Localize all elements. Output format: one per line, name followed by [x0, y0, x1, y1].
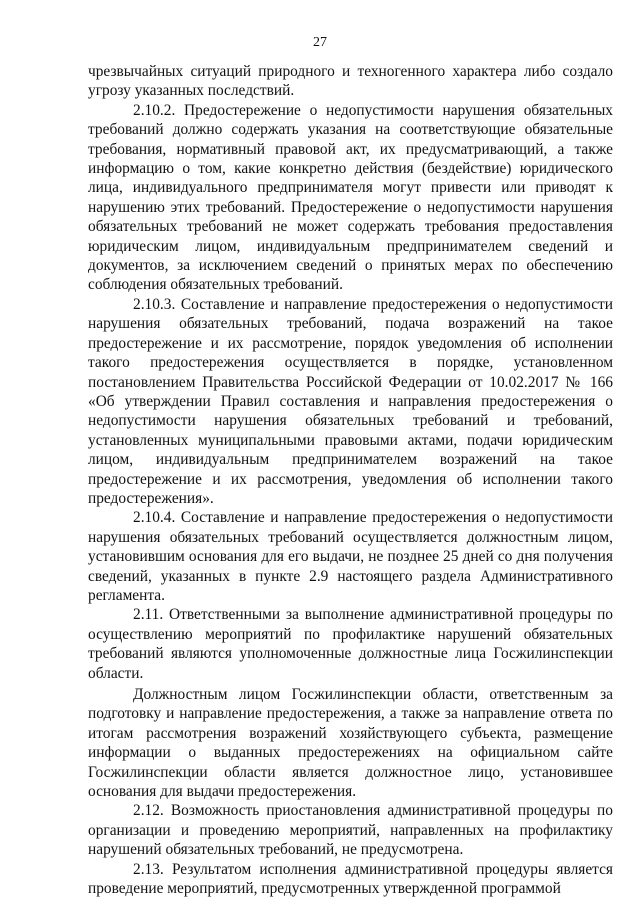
paragraph-responsible-official: Должностным лицом Госжилинспекции области, ответственным за подготовку и направление предостережения, а также за направление ответа по итогам рассмотрения возражений хозяйствующего субъекта, размещение информации о выданных предостережениях на официальном сайте Госжилинспекции области является должностное лицо, установившее основания для выдачи предостережения. [88, 686, 613, 801]
paragraph-2-11: 2.11. Ответственными за выполнение административной процедуры по осуществлению мероприятий по профилактике нарушений обязательных требований являются уполномоченные должностные лица Госжилинспекции области. [88, 606, 613, 682]
paragraph-2-10-4: 2.10.4. Составление и направление предостережения о недопустимости нарушения обязательных требований осуществляется должностным лицом, установившим основания для его выдачи, не позднее 25 дней со дня получения сведений, указанных в пункте 2.9 настоящего раздела Административного регламента. [88, 509, 613, 604]
document-body [88, 62, 613, 898]
paragraph-2-10-2: 2.10.2. Предостережение о недопустимости нарушения обязательных требований должно содержать указания на соответствующие обязательные требования, нормативный правовой акт, их предусматривающий, а также информацию о том, какие конкретно действия (бездействие) юридического лица, индивидуального предпринимателя могут привести или приводят к нарушению этих требований. Предостережение о недопустимости нарушения обязательных требований не может содержать требования предоставления юридическим лицом, индивидуальным предпринимателем сведений и документов, за исключением сведений о принятых мерах по обеспечению соблюдения обязательных требований. [88, 101, 613, 294]
page-number: 27 [313, 35, 327, 50]
paragraph-2-12: 2.12. Возможность приостановления административной процедуры по организации и проведению мероприятий, направленных на профилактику нарушений обязательных требований, не предусмотрена. [88, 802, 613, 859]
paragraph-2-13: 2.13. Результатом исполнения административной процедуры является проведение мероприятий, предусмотренных утвержденной программой [88, 860, 613, 898]
paragraph-continuation: чрезвычайных ситуаций природного и техногенного характера либо создало угрозу указанных последствий. [88, 63, 613, 100]
paragraph-2-10-3: 2.10.3. Составление и направление предостережения о недопустимости нарушения обязательных требований, подача возражений на такое предостережение и их рассмотрение, порядок уведомления об исполнении такого предостережения осуществляется в порядке, установленном постановлением Правительства Российской Федерации от 10.02.2017 № 166 «Об утверждении Правил составления и направления предостережения о недопустимости нарушения обязательных требований и требований, установленных муниципальными правовыми актами, подачи юридическим лицом, индивидуальным предпринимателем возражений на такое предостережение и их рассмотрения, уведомления об исполнении такого предостережения». [88, 295, 613, 507]
